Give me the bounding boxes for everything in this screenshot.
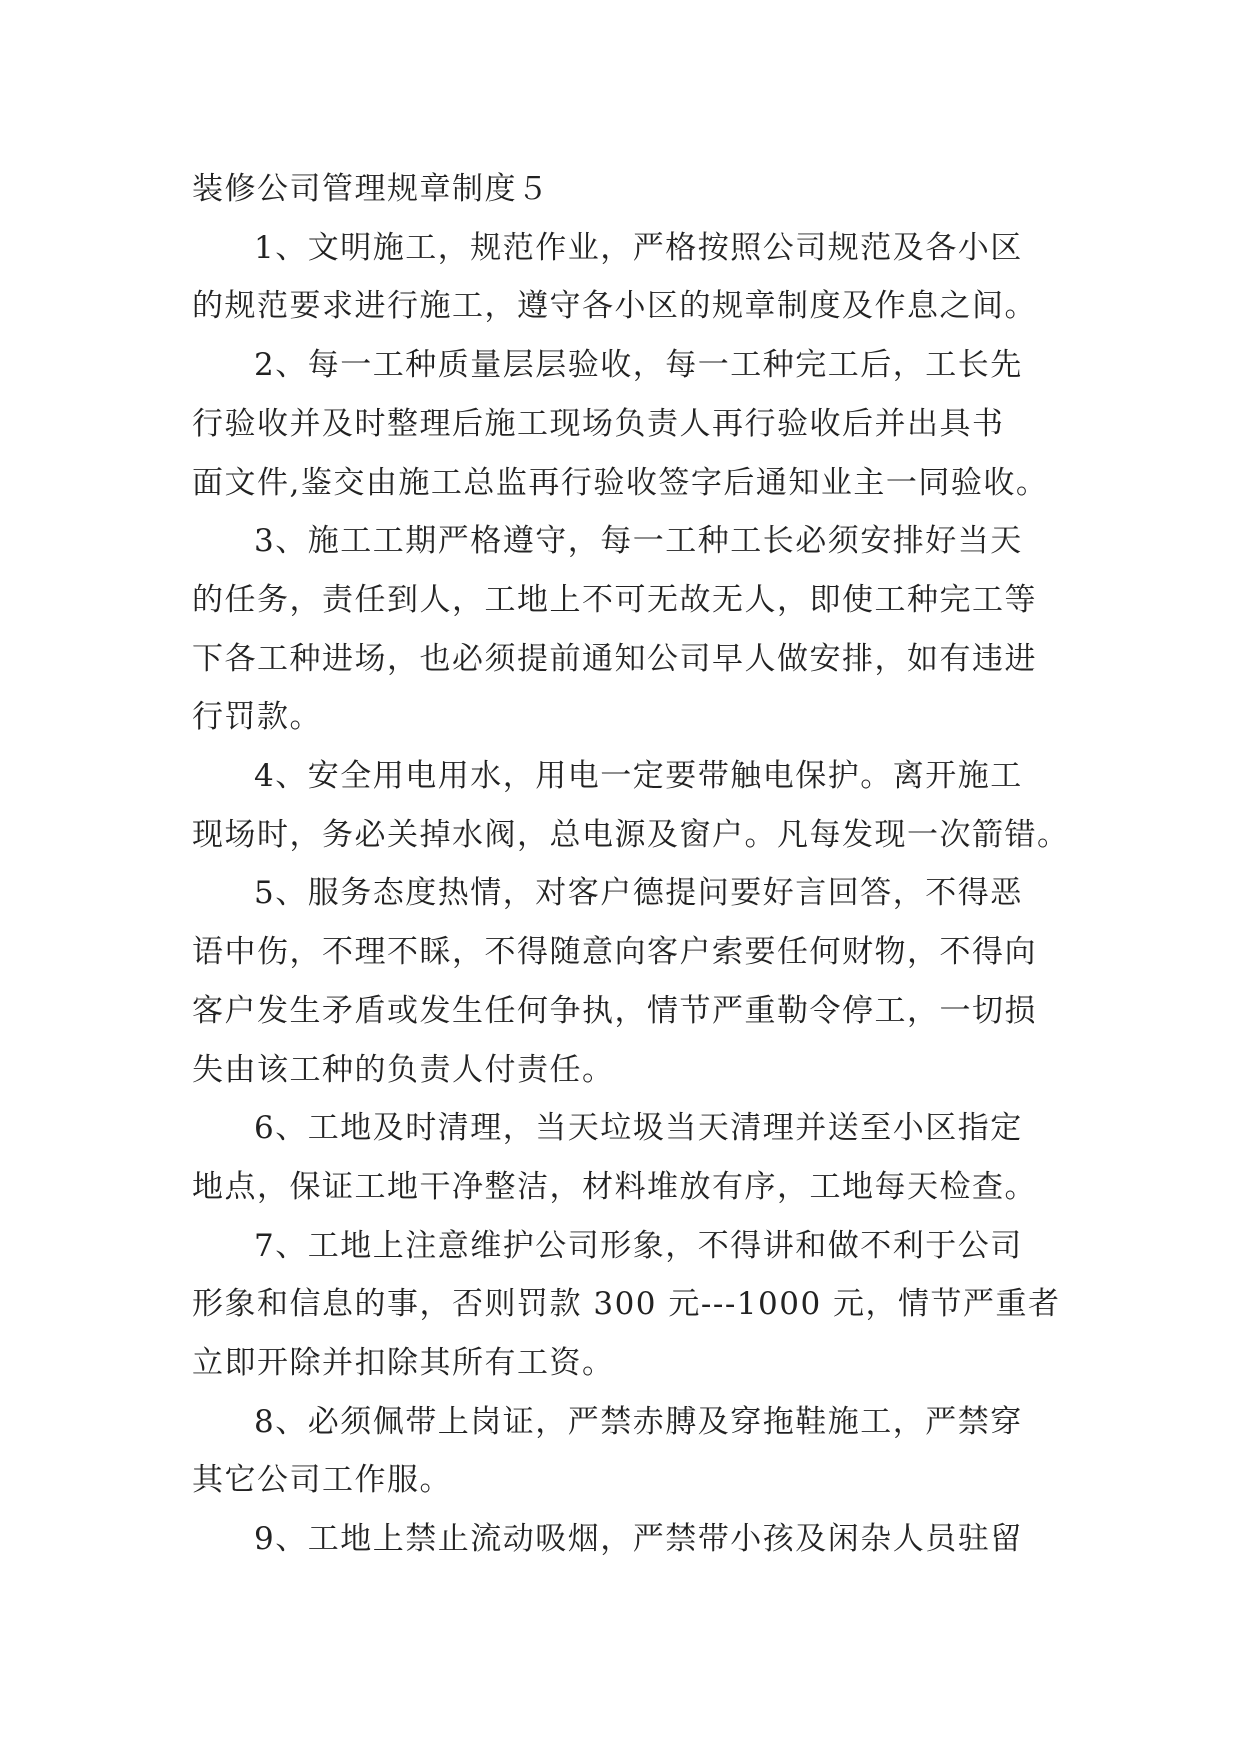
- paragraph-7: [192, 1217, 1061, 1393]
- paragraph-3: [192, 512, 1050, 747]
- paragraph-line: 形象和信息的事，否则罚款 300 元---1000 元，情节严重者: [192, 1286, 1061, 1323]
- paragraph-line: 地点，保证工地干净整洁，材料堆放有序，工地每天检查。: [192, 1168, 1037, 1205]
- paragraph-line: 下各工种进场，也必须提前通知公司早人做安排，如有违进: [192, 640, 1037, 677]
- paragraph-8: [192, 1393, 1050, 1510]
- paragraph-5: [192, 864, 1050, 1099]
- paragraph-1: [192, 219, 1050, 336]
- paragraph-line: 6、工地及时清理，当天垃圾当天清理并送至小区指定: [254, 1110, 1023, 1147]
- paragraph-line: 其它公司工作服。: [192, 1462, 452, 1499]
- document-title: 装修公司管理规章制度５: [192, 171, 550, 207]
- paragraph-line: 4、安全用电用水，用电一定要带触电保护。离开施工: [254, 758, 1023, 795]
- paragraph-line: 的任务，责任到人，工地上不可无故无人，即使工种完工等: [192, 581, 1037, 618]
- paragraph-line: 行验收并及时整理后施工现场负责人再行验收后并出具书: [192, 405, 1005, 442]
- paragraph-line: 2、每一工种质量层层验收，每一工种完工后，工长先: [254, 347, 1023, 384]
- paragraph-line: 1、文明施工，规范作业，严格按照公司规范及各小区: [254, 229, 1023, 266]
- paragraph-line: 8、必须佩带上岗证，严禁赤膊及穿拖鞋施工，严禁穿: [254, 1403, 1023, 1440]
- paragraph-line: 语中伤，不理不睬，不得随意向客户索要任何财物，不得向: [192, 934, 1037, 971]
- paragraph-line: 7、工地上注意维护公司形象，不得讲和做不利于公司: [254, 1227, 1023, 1264]
- paragraph-line: 现场时，务必关掉水阀，总电源及窗户。凡每发现一次箭错。: [192, 816, 1070, 853]
- paragraph-6: [192, 1099, 1050, 1216]
- paragraph-line: 客户发生矛盾或发生任何争执，情节严重勒令停工，一切损: [192, 992, 1037, 1029]
- paragraph-9: [192, 1510, 1050, 1569]
- paragraph-line: 面文件,鉴交由施工总监再行验收签字后通知业主一同验收。: [192, 464, 1049, 501]
- paragraph-line: 的规范要求进行施工，遵守各小区的规章制度及作息之间。: [192, 288, 1037, 325]
- paragraph-4: [192, 747, 1070, 864]
- paragraph-line: 9、工地上禁止流动吸烟，严禁带小孩及闲杂人员驻留: [254, 1521, 1023, 1558]
- paragraph-line: 5、服务态度热情，对客户德提问要好言回答，不得恶: [254, 875, 1023, 912]
- paragraph-line: 失由该工种的负责人付责任。: [192, 1051, 615, 1088]
- paragraph-line: 行罚款。: [192, 699, 322, 736]
- paragraph-line: 立即开除并扣除其所有工资。: [192, 1345, 615, 1382]
- document-body: [192, 160, 1070, 1569]
- paragraph-line: 3、施工工期严格遵守，每一工种工长必须安排好当天: [254, 523, 1023, 560]
- paragraph-2: [192, 336, 1050, 512]
